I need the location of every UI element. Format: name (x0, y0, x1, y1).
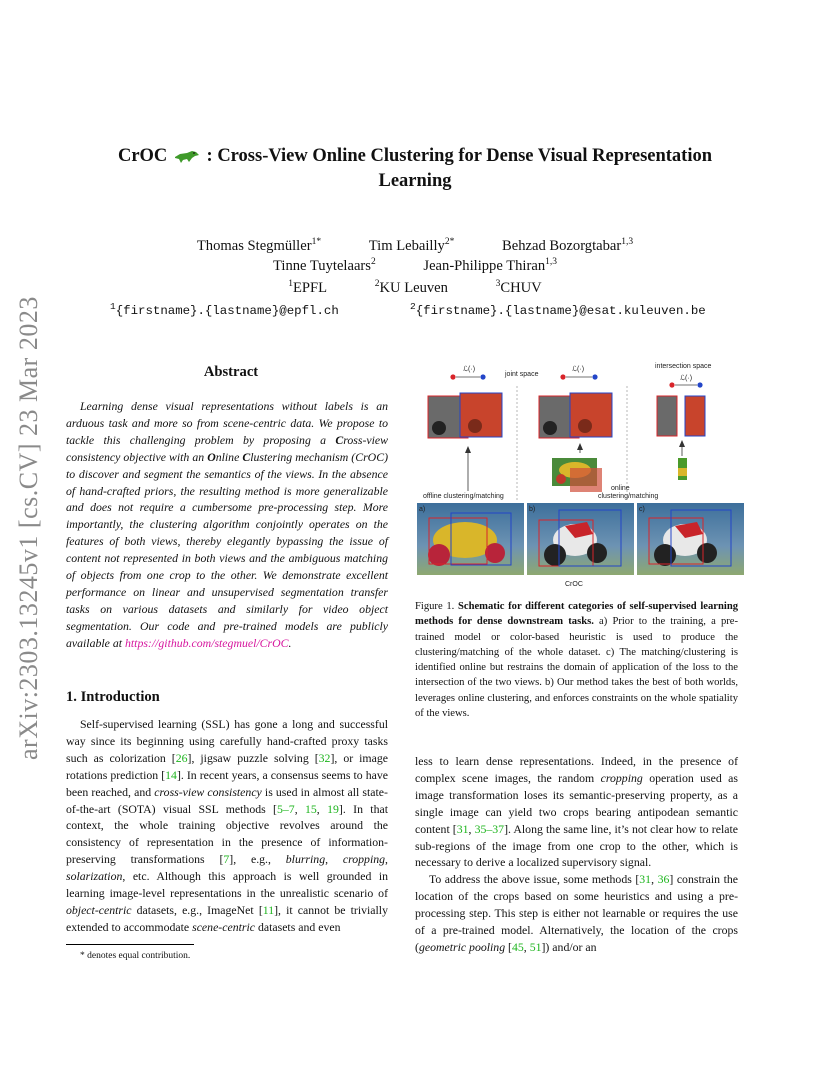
panel-c-crops (657, 396, 705, 436)
crocodile-icon (174, 148, 200, 164)
svg-text:ℒ(·): ℒ(·) (680, 375, 693, 382)
paragraph: less to learn dense representations. Indeed, in the presence of complex scene images, the random cropping operation used as image transformation loses its semantic-preserving property, as a single image can yield two crops bearing antipodean semantic content [31, 35–37]. Along the same line, it’s not clear how to relate sub-regions of the image from one crop to the other, which is necessary to derive a localized supervisory signal. (415, 754, 738, 870)
citation[interactable]: 5–7 (276, 801, 295, 816)
paper-title (70, 144, 760, 194)
citation[interactable]: 14 (165, 767, 177, 782)
citation[interactable]: 7 (223, 852, 230, 867)
footnote: * denotes equal contribution. (80, 951, 191, 961)
intersection-space-label: intersection space (655, 363, 712, 370)
github-link[interactable]: https://github.com/stegmuel/CrOC (124, 635, 289, 650)
offline-clustering-label: offline clustering/matching (423, 493, 504, 500)
citation[interactable]: 15 (305, 801, 317, 816)
online-clustering-c (678, 458, 687, 480)
section-heading-introduction: 1. Introduction (66, 689, 160, 705)
paragraph: To address the above issue, some methods [31, 36] constrain the location of the crops based on some heuristics and using a pre-processing step. This step is either not learnable or requires the use of a pre-trained model. Alternatively, the location of the crops (geometric pooling [45, 51]) and/or an (415, 872, 738, 954)
online-label: online (611, 485, 630, 492)
email-epfl: $^1${firstname}.{lastname}@epfl.ch (110, 301, 339, 319)
panel-a-image (417, 503, 524, 575)
author-4: Tinne Tuytelaars$^2$ (272, 257, 376, 274)
citation[interactable]: 35–37 (474, 821, 505, 836)
author-2: Tim Lebailly$^{2*}$ (368, 237, 455, 254)
authors-row-1 (70, 237, 760, 255)
online-clustering-label: clustering/matching (598, 493, 659, 500)
citation[interactable]: 11 (262, 902, 275, 917)
loss-marker-middle (560, 365, 597, 380)
title-line2: Learning (378, 171, 452, 191)
citation[interactable]: 32 (318, 750, 331, 765)
author-5: Jean-Philippe Thiran$^{1,3}$ (423, 257, 557, 274)
panel-a-crops (428, 393, 502, 438)
svg-text:c): c) (639, 506, 645, 513)
introduction-body: Self-supervised learning (SSL) has gone a long and successful way since its beginning using carefully hand-crafted proxy tasks such as colorization [26], jigsaw puzzle solving [32], or image rotations prediction [14]. In recent years, a consensus seems to have been reached, and cross-view consistency is used in almost all state-of-the-art (SOTA) visual SSL methods [5–7, 15, 19]. In that context, the whole training objective revolves around the consistency of representation in the presence of information-preserving transformations [7], e.g., blurring, cropping, solarization, etc. Although this approach is well grounded in learning image-level representations in the unrealistic scenario of object-centric datasets, e.g., ImageNet [11], it cannot be trivially extended to accommodate scene-centric datasets and even (66, 717, 389, 934)
loss-marker-right (669, 374, 702, 388)
citation[interactable]: 36 (657, 872, 670, 887)
loss-marker-left (450, 365, 485, 380)
abstract-heading: Abstract (203, 364, 259, 380)
joint-space-label: joint space (505, 371, 539, 378)
figure-1-schematic (415, 358, 745, 593)
citation[interactable]: 31 (639, 872, 652, 887)
title-rest: : Cross-View Online Clustering for Dense Visual Representation (206, 146, 713, 166)
svg-text:ℒ(·): ℒ(·) (463, 366, 476, 373)
svg-text:b): b) (529, 506, 536, 513)
affiliation-2: $^2$KU Leuven (374, 279, 448, 296)
abstract-body: Learning dense visual representations without labels is an arduous task and more so from scene-centric data. We propose to tackle this challenging problem by proposing a Cross-view consistency objective with an Online Clustering mechanism (CrOC) to discover and segment the semantics of the views. In the absence of hand-crafted priors, the resulting method is more generalizable and does not require a cumbersome pre-processing step. More importantly, the clustering algorithm conjointly operates on the features of both views, thereby elegantly bypassing the issue of content not represented in both views and the ambiguous matching of objects from one crop to the other. We demonstrate excellent performance on linear and unsupervised segmentation transfer tasks on various datasets and similarly for video object segmentation. Our code and pre-trained models are publicly available at https://github.com/stegmuel/CrOC. (66, 399, 388, 650)
affiliation-1: $^1$EPFL (288, 279, 328, 296)
author-3: Behzad Bozorgtabar$^{1,3}$ (501, 237, 634, 254)
title-prefix: CrOC (117, 146, 168, 166)
citation[interactable]: 31 (456, 821, 469, 836)
panel-c-image (637, 503, 744, 575)
citation[interactable]: 45 (512, 939, 524, 954)
panel-b-image (527, 503, 634, 575)
authors-row-2 (70, 257, 760, 275)
citation[interactable]: 19 (327, 801, 339, 816)
panel-b-crops (539, 393, 612, 438)
email-kuleuven: $^2${firstname}.{lastname}@esat.kuleuven.be (410, 301, 706, 319)
footnote-rule (66, 944, 194, 945)
citation[interactable]: 26 (175, 750, 188, 765)
affiliation-3: $^3$CHUV (495, 279, 542, 296)
citation[interactable]: 51 (529, 939, 542, 954)
arxiv-watermark: arXiv:2303.13245v1 [cs.CV] 23 Mar 2023 (14, 296, 43, 760)
right-column-body (415, 753, 738, 956)
figure-1-caption: Figure 1. Schematic for different categories of self-supervised learning methods for dense downstream tasks. a) Prior to the training, a pre-trained model or color-based heuristic is used to produce the clustering/matching of the whole dataset. c) The matching/clustering is identified online but restrains the domain of application of the loss to the intersection of the two views. b) Our method takes the best of both worlds, leverages online clustering, and enforces constraints on the whole spatiality of the views. (415, 601, 739, 720)
author-1: Thomas Stegmüller$^{1*}$ (196, 237, 322, 254)
svg-text:ℒ(·): ℒ(·) (572, 366, 585, 373)
croc-label: CrOC (565, 581, 583, 588)
affiliations (70, 279, 760, 297)
online-clustering-b (552, 458, 602, 492)
svg-text:a): a) (419, 506, 426, 513)
